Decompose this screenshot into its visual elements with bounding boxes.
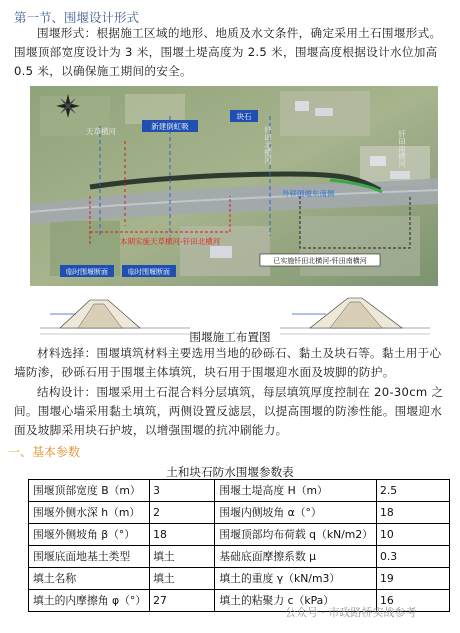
table-cell: 基础底面摩擦系数 μ xyxy=(215,546,377,568)
label-kuaishi: 块石 xyxy=(236,112,252,121)
params-table xyxy=(28,479,450,612)
label-section-right: 临时围堰断面 xyxy=(128,268,170,276)
label-section-left: 临时围堰断面 xyxy=(66,268,108,276)
paragraph-form: 围堰形式：根据施工区域的地形、地质及水文条件，确定采用土石围堰形式。围堰顶部宽度设计为 3 米，围堰土堤高度为 2.5 米，围堰高度根据设计水位加高 0.5 米，以确保施工期间的安全。 xyxy=(14,26,442,78)
label-benqi: 本期实施天草横河-钎田北横河 xyxy=(120,237,221,246)
table-cell: 2 xyxy=(150,502,215,524)
table-cell: 27 xyxy=(150,590,215,612)
paragraph-structure: 结构设计：围堰采用土石混合料分层填筑，每层填筑厚度控制在 20-30cm 之间。围堰心墙采用黏土填筑，两侧设置反滤层，以提高围堰的防渗性能。围堰迎水面及坡脚采用块石护坡，以增强围堰的抗冲刷能力。 xyxy=(14,385,444,437)
table-cell: 16 xyxy=(376,590,449,612)
site-aerial-map xyxy=(30,86,438,286)
label-waiyi: 外移围堰东南侧 xyxy=(282,189,335,198)
table-cell: 围堰内侧坡角 α（°） xyxy=(215,502,377,524)
table-title: 土和块石防水围堰参数表 xyxy=(166,465,294,479)
table-cell: 填土 xyxy=(150,546,215,568)
table-cell: 围堰顶部宽度 B（m） xyxy=(29,480,150,502)
table-cell: 填土名称 xyxy=(29,568,150,590)
table-cell: 18 xyxy=(150,524,215,546)
table-cell: 填土的重度 γ（kN/m3） xyxy=(215,568,377,590)
table-cell: 围堰顶部均布荷载 q（kN/m2） xyxy=(215,524,377,546)
layout-figure xyxy=(30,86,438,338)
table-cell: 填土的粘聚力 c（kPa） xyxy=(215,590,377,612)
table-cell: 0.3 xyxy=(376,546,449,568)
table-row xyxy=(29,480,450,502)
table-cell: 19 xyxy=(376,568,449,590)
basic-params-heading: 一、基本参数 xyxy=(8,445,81,459)
table-cell: 3 xyxy=(150,480,215,502)
table-cell: 围堰外侧水深 h（m） xyxy=(29,502,150,524)
table-row xyxy=(29,524,450,546)
table-row xyxy=(29,568,450,590)
table-cell: 10 xyxy=(376,524,449,546)
table-cell: 围堰外侧坡角 β（°） xyxy=(29,524,150,546)
section-heading: 第一节、围堰设计形式 xyxy=(14,10,140,25)
table-cell: 围堰土堤高度 H（m） xyxy=(215,480,377,502)
paragraph-material: 材料选择：围堰填筑材料主要选用当地的砂砾石、黏土及块石等。黏土用于心墙防渗，砂砾石用于围堰主体填筑，块石用于围堰迎水面及坡脚的防护。 xyxy=(14,346,442,379)
label-ganqu-nan: 钎田南横河 xyxy=(397,130,407,168)
table-cell: 2.5 xyxy=(376,480,449,502)
table-row xyxy=(29,546,450,568)
label-yishishi: 已实施钎田北横河-钎田南横河 xyxy=(273,257,367,265)
label-xinjian: 新建倒虹吸 xyxy=(151,122,189,131)
figure-caption: 围堰施工布置图 xyxy=(189,330,271,344)
watermark: 公众号 · 市政路桥实战参考 xyxy=(285,606,417,619)
label-ganqu-bei: 钎田北横河 xyxy=(263,126,273,164)
table-cell: 18 xyxy=(376,502,449,524)
table-cell: 围堰底面地基土类型 xyxy=(29,546,150,568)
label-tiancao: 天草横河 xyxy=(86,127,116,136)
table-row xyxy=(29,502,450,524)
table-cell: 填土 xyxy=(150,568,215,590)
table-cell: 填土的内摩擦角 φ（°） xyxy=(29,590,150,612)
